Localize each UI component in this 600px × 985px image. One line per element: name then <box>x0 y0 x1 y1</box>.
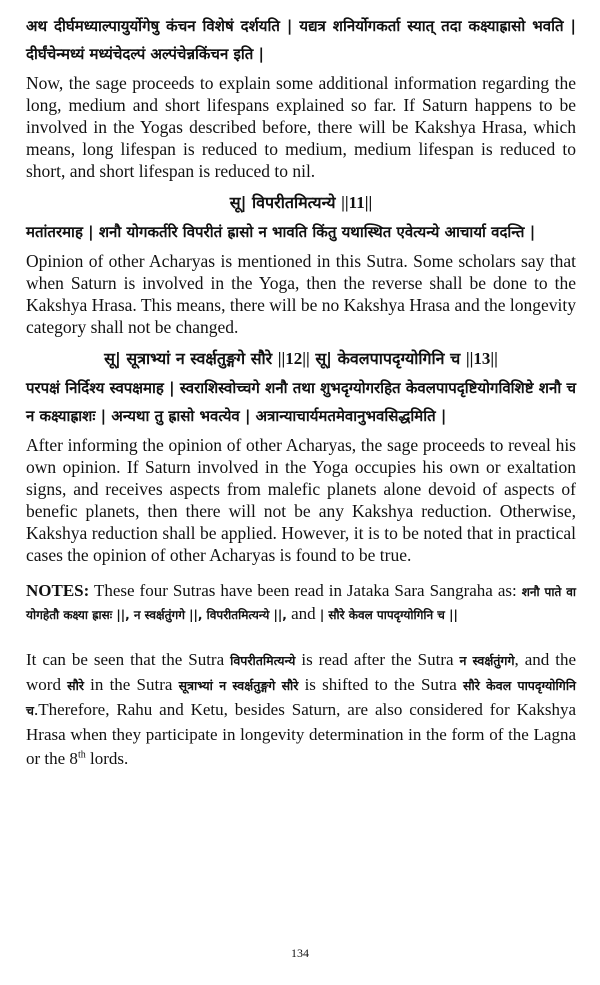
page-number: 134 <box>291 946 309 960</box>
sanskrit-commentary-2: मतांतरमाह | शनौ योगकर्तरि विपरीतं ह्रासो न भावति किंतु यथास्थित एवेत्यन्ये आचार्या वदन्ति | <box>26 223 536 241</box>
sutra-prefix: सू| <box>315 349 333 368</box>
sanskrit-run: सूत्राभ्यां न स्वर्क्षतुङ्गगे सौरे <box>178 678 299 693</box>
sutra-number: ||12|| <box>277 349 310 368</box>
sanskrit-commentary-1: अथ दीर्घमध्याल्पायुर्योगेषु कंचन विशेषं दर्शयति | यद्यत्र शनिर्योगकर्ता स्यात् तदा कक्ष्याह्रासो भवति | दीर्घंचेन्मध्यं मध्यंचेदल्पं अल्पंचेन्नकिंचन इति | <box>26 17 576 63</box>
notes-text: and <box>286 604 320 623</box>
notes-heading: NOTES: <box>26 581 90 600</box>
sanskrit-run: विपरीतमित्यन्ये <box>230 653 296 668</box>
text-run: .Therefore, Rahu and Ketu, besides Saturn, are also considered for Kakshya Hrasa when they participate in longevity determination in the form of the Lagna or the 8 <box>26 700 576 768</box>
english-translation-3: After informing the opinion of other Acharyas, the sage proceeds to reveal his own opinion. If Saturn involved in the Yoga occupies his own or exaltation signs, and receives aspects from malefic planets alone devoid of aspects of benefic planets, then there will not be any Kakshya reduction. Otherwise, Kakshya reduction shall be applied. However, it is to be noted that in practical cases the opinion of other Acharyas is found to be true. <box>26 435 576 565</box>
text-run: is read after the Sutra <box>295 650 460 669</box>
sanskrit-commentary-3: परपक्षं निर्दिश्य स्वपक्षमाह | स्वराशिस्वोच्चगे शनौ तथा शुभदृग्योगरहित केवलपापदृष्टियोगविशिष्टे शनौ च न कक्ष्याह्राशः | अन्यथा तु ह्रासो भवत्येव | अत्रान्याचार्यमतमेवानुभवसिद्धमिति | <box>26 379 576 425</box>
text-run: It can be seen that the Sutra <box>26 650 231 669</box>
sanskrit-run: सौरे केवल पापदृग्योगिनि च <box>26 678 576 718</box>
text-run: is shifted to the Sutra <box>298 675 464 694</box>
sutra-number: ||13|| <box>465 349 498 368</box>
notes-text: These four Sutras have been read in Jataka Sara Sangraha as: <box>89 581 522 600</box>
sutra-prefix: सू| <box>229 193 247 212</box>
conclusion-paragraph <box>26 648 576 771</box>
notes-sanskrit: | सौरे केवल पापदृग्योगिनि च || <box>319 608 458 622</box>
sutra-number: ||11|| <box>341 193 373 212</box>
text-run: , and the word <box>26 650 576 694</box>
text-run: lords. <box>85 749 129 768</box>
sutra-text: सूत्राभ्यां न स्वर्क्षतुङ्गगे सौरे <box>126 349 273 368</box>
sutra-11-heading <box>26 188 576 218</box>
text-run: in the Sutra <box>83 675 179 694</box>
superscript: th <box>77 749 86 761</box>
notes-paragraph <box>26 580 576 626</box>
sanskrit-run: सौरे <box>67 678 84 693</box>
english-translation-2: Opinion of other Acharyas is mentioned in this Sutra. Some scholars say that when Saturn is involved in the Yoga, then the reverse shall be done to the Kakshya Hrasa. This means, there will be no Kakshya Hrasa and the longevity category shall not be changed. <box>26 251 576 337</box>
notes-sanskrit: शनौ पाते वा योगहेतौ कक्ष्या ह्रासः ||, न स्वर्क्षतुंगगे ||, विपरीतमित्यन्ये ||, <box>26 585 576 622</box>
sutra-text: विपरीतमित्यन्ये <box>252 193 336 212</box>
sanskrit-run: न स्वर्क्षतुंगगे <box>459 653 515 668</box>
page-content <box>26 12 576 771</box>
sutra-12-13-heading <box>26 344 576 374</box>
english-translation-1: Now, the sage proceeds to explain some additional information regarding the long, medium and short lifespans explained so far. If Saturn happens to be involved in the Yogas described before, there will be Kakshya Hrasa, which means, long lifespan is reduced to medium, medium lifespan is reduced to short, and short lifespan is reduced to nil. <box>26 73 576 181</box>
sutra-prefix: सू| <box>104 349 121 368</box>
sutra-text: केवलपापदृग्योगिनि च <box>337 349 461 368</box>
